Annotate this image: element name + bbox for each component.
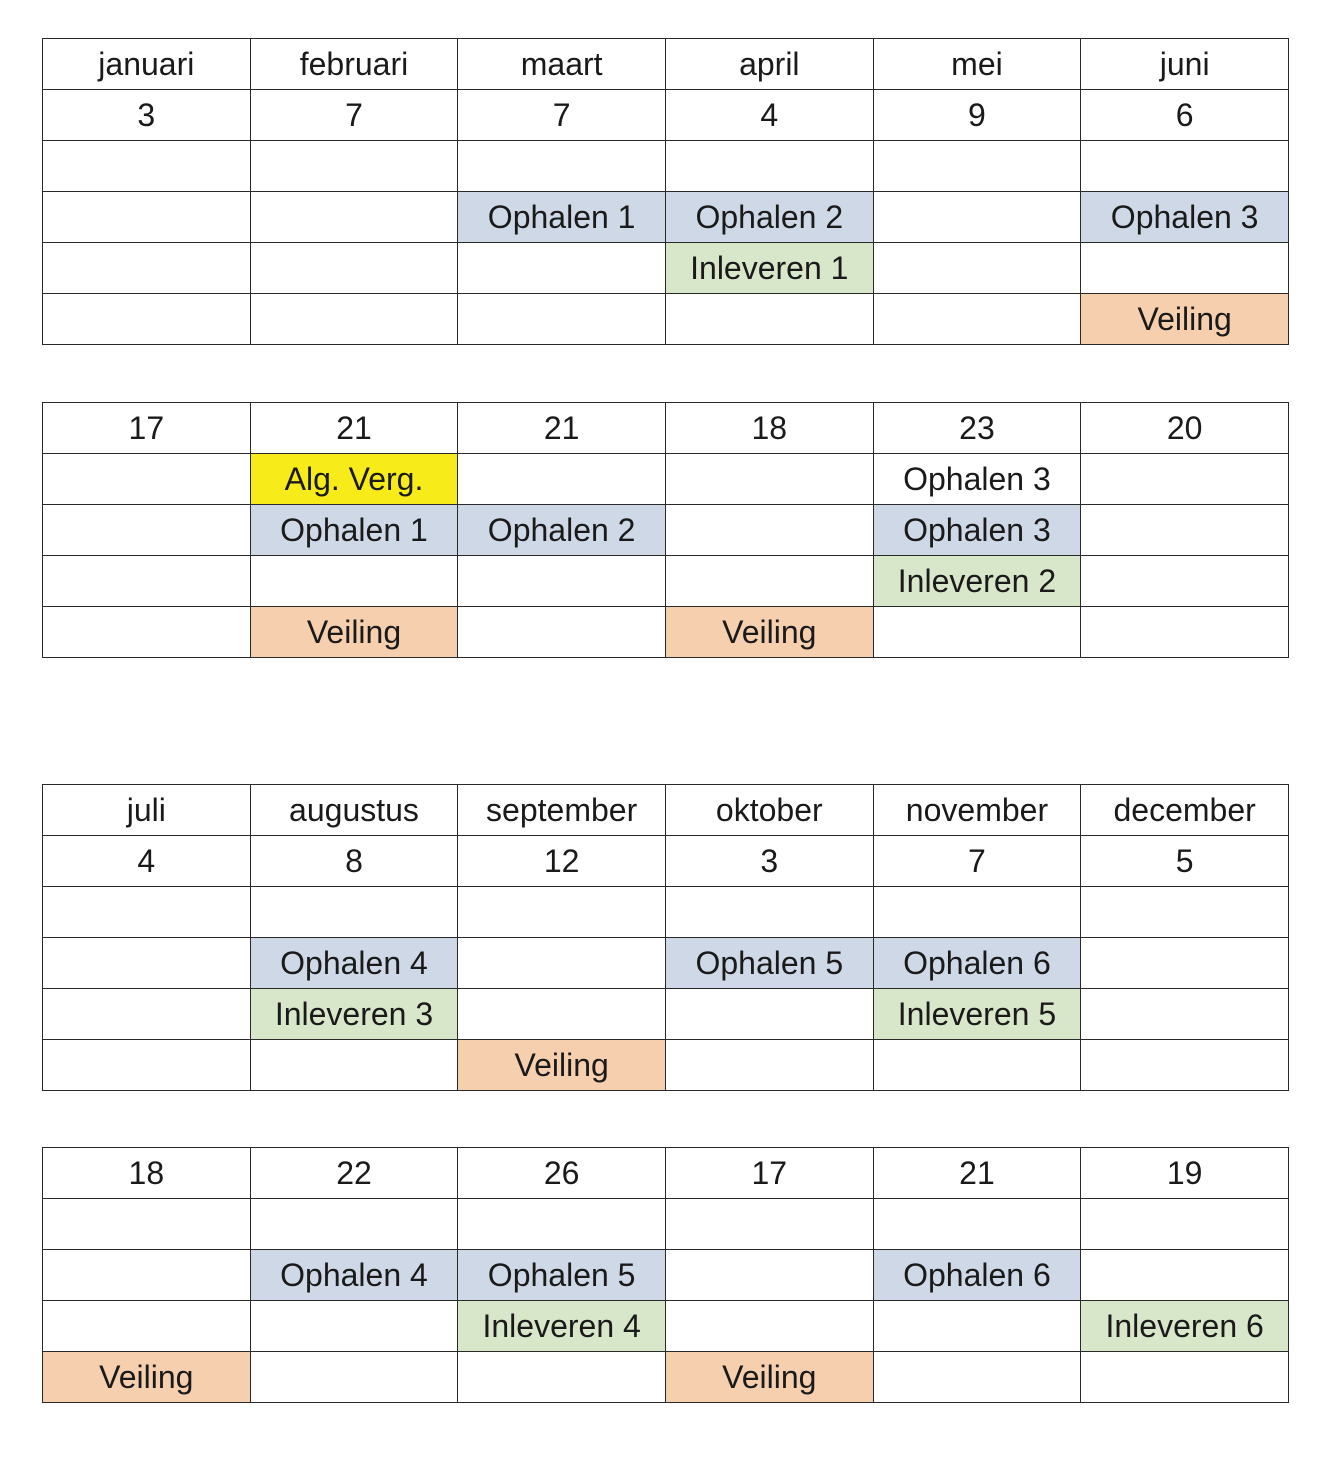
calendar-cell: 12 [458, 836, 666, 887]
table-row [43, 243, 1289, 294]
empty-cell [1081, 141, 1289, 192]
veiling-cell: Veiling [665, 607, 873, 658]
table-row [43, 989, 1289, 1040]
empty-cell [458, 141, 666, 192]
empty-cell [43, 938, 251, 989]
calendar-table-jul-dec-first [42, 784, 1289, 1091]
empty-cell [1081, 1040, 1289, 1091]
calendar-cell: juni [1081, 39, 1289, 90]
veiling-cell: Veiling [43, 1352, 251, 1403]
empty-cell [1081, 505, 1289, 556]
empty-cell [873, 243, 1081, 294]
table-row [43, 836, 1289, 887]
veiling-cell: Veiling [665, 1352, 873, 1403]
empty-cell [250, 556, 458, 607]
empty-cell [665, 989, 873, 1040]
empty-cell [458, 556, 666, 607]
empty-cell [665, 887, 873, 938]
empty-cell [250, 141, 458, 192]
empty-cell [250, 887, 458, 938]
empty-cell [458, 887, 666, 938]
empty-cell [43, 192, 251, 243]
empty-cell [250, 192, 458, 243]
empty-cell [873, 1199, 1081, 1250]
table-row [43, 1040, 1289, 1091]
empty-cell [665, 556, 873, 607]
calendar-cell: mei [873, 39, 1081, 90]
table-row [43, 294, 1289, 345]
calendar-cell: 21 [250, 403, 458, 454]
calendar-cell: 5 [1081, 836, 1289, 887]
empty-cell [1081, 1352, 1289, 1403]
empty-cell [873, 1040, 1081, 1091]
calendar-cell: 6 [1081, 90, 1289, 141]
empty-cell [665, 505, 873, 556]
empty-cell [250, 1301, 458, 1352]
table-row [43, 1301, 1289, 1352]
inleveren-cell: Inleveren 6 [1081, 1301, 1289, 1352]
inleveren-cell: Inleveren 2 [873, 556, 1081, 607]
empty-cell [250, 1040, 458, 1091]
empty-cell [873, 192, 1081, 243]
empty-cell [873, 1352, 1081, 1403]
table-row [43, 141, 1289, 192]
empty-cell [458, 1352, 666, 1403]
empty-cell [458, 243, 666, 294]
table-row [43, 192, 1289, 243]
calendar-cell: december [1081, 785, 1289, 836]
ophalen-cell: Ophalen 5 [458, 1250, 666, 1301]
empty-cell [1081, 887, 1289, 938]
empty-cell [458, 454, 666, 505]
ophalen-cell: Ophalen 4 [250, 938, 458, 989]
empty-cell [43, 989, 251, 1040]
empty-cell [250, 1199, 458, 1250]
table-row [43, 1199, 1289, 1250]
empty-cell [1081, 556, 1289, 607]
calendar-cell: maart [458, 39, 666, 90]
calendar-cell: 20 [1081, 403, 1289, 454]
empty-cell [43, 294, 251, 345]
calendar-cell: 17 [43, 403, 251, 454]
calendar-cell: september [458, 785, 666, 836]
calendar-cell: 21 [458, 403, 666, 454]
calendar-cell: 19 [1081, 1148, 1289, 1199]
empty-cell [458, 938, 666, 989]
empty-cell [1081, 607, 1289, 658]
calendar-cell: januari [43, 39, 251, 90]
calendar-cell: april [665, 39, 873, 90]
empty-cell [43, 1250, 251, 1301]
table-row [43, 39, 1289, 90]
empty-cell [665, 1199, 873, 1250]
calendar-table-jan-jun-second [42, 402, 1289, 658]
empty-cell [458, 294, 666, 345]
inleveren-cell: Inleveren 3 [250, 989, 458, 1040]
vergadering-cell: Alg. Verg. [250, 454, 458, 505]
calendar-cell: november [873, 785, 1081, 836]
inleveren-cell: Inleveren 5 [873, 989, 1081, 1040]
calendar-cell: 4 [43, 836, 251, 887]
table-row [43, 887, 1289, 938]
veiling-cell: Veiling [1081, 294, 1289, 345]
empty-cell [250, 1352, 458, 1403]
empty-cell [250, 294, 458, 345]
table-row [43, 1250, 1289, 1301]
empty-cell [873, 1301, 1081, 1352]
ophalen-cell: Ophalen 6 [873, 938, 1081, 989]
empty-cell [665, 141, 873, 192]
veiling-cell: Veiling [250, 607, 458, 658]
calendar-cell: 4 [665, 90, 873, 141]
calendar-cell: februari [250, 39, 458, 90]
empty-cell [1081, 1199, 1289, 1250]
calendar-cell: 9 [873, 90, 1081, 141]
empty-cell [43, 454, 251, 505]
table-row [43, 90, 1289, 141]
calendar-cell: juli [43, 785, 251, 836]
empty-cell [43, 505, 251, 556]
ophalen-cell: Ophalen 3 [873, 505, 1081, 556]
calendar-table-jul-dec-second [42, 1147, 1289, 1403]
table-row [43, 556, 1289, 607]
empty-cell [665, 454, 873, 505]
calendar-cell: oktober [665, 785, 873, 836]
table-row [43, 607, 1289, 658]
calendar-cell: 18 [665, 403, 873, 454]
table-row [43, 785, 1289, 836]
empty-cell [250, 243, 458, 294]
calendar-cell: 7 [873, 836, 1081, 887]
calendar-cell: augustus [250, 785, 458, 836]
table-row [43, 454, 1289, 505]
ophalen-cell: Ophalen 1 [458, 192, 666, 243]
empty-cell [1081, 938, 1289, 989]
inleveren-cell: Inleveren 1 [665, 243, 873, 294]
empty-cell [43, 141, 251, 192]
empty-cell [873, 607, 1081, 658]
empty-cell [665, 294, 873, 345]
calendar-cell: 3 [43, 90, 251, 141]
empty-cell [43, 887, 251, 938]
empty-cell [1081, 243, 1289, 294]
empty-cell [458, 1199, 666, 1250]
calendar-cell: 8 [250, 836, 458, 887]
empty-cell [873, 887, 1081, 938]
ophalen-cell: Ophalen 6 [873, 1250, 1081, 1301]
calendar-cell: 7 [458, 90, 666, 141]
table-row [43, 403, 1289, 454]
table-row [43, 938, 1289, 989]
calendar-cell: 22 [250, 1148, 458, 1199]
empty-cell [43, 556, 251, 607]
empty-cell [43, 1040, 251, 1091]
ophalen-cell: Ophalen 1 [250, 505, 458, 556]
empty-cell [458, 607, 666, 658]
ophalen-cell: Ophalen 3 [1081, 192, 1289, 243]
table-row [43, 1148, 1289, 1199]
calendar-cell: Ophalen 3 [873, 454, 1081, 505]
calendar-cell: 21 [873, 1148, 1081, 1199]
empty-cell [43, 243, 251, 294]
calendar-cell: 26 [458, 1148, 666, 1199]
ophalen-cell: Ophalen 4 [250, 1250, 458, 1301]
inleveren-cell: Inleveren 4 [458, 1301, 666, 1352]
empty-cell [1081, 989, 1289, 1040]
empty-cell [43, 1199, 251, 1250]
ophalen-cell: Ophalen 2 [458, 505, 666, 556]
calendar-table-jan-jun-first [42, 38, 1289, 345]
empty-cell [1081, 1250, 1289, 1301]
empty-cell [43, 1301, 251, 1352]
ophalen-cell: Ophalen 5 [665, 938, 873, 989]
calendar-cell: 7 [250, 90, 458, 141]
calendar-cell: 18 [43, 1148, 251, 1199]
empty-cell [1081, 454, 1289, 505]
calendar-cell: 23 [873, 403, 1081, 454]
empty-cell [458, 989, 666, 1040]
empty-cell [665, 1040, 873, 1091]
veiling-cell: Veiling [458, 1040, 666, 1091]
empty-cell [873, 141, 1081, 192]
calendar-cell: 17 [665, 1148, 873, 1199]
calendar-cell: 3 [665, 836, 873, 887]
empty-cell [43, 607, 251, 658]
ophalen-cell: Ophalen 2 [665, 192, 873, 243]
empty-cell [665, 1250, 873, 1301]
empty-cell [665, 1301, 873, 1352]
empty-cell [873, 294, 1081, 345]
table-row [43, 1352, 1289, 1403]
table-row [43, 505, 1289, 556]
